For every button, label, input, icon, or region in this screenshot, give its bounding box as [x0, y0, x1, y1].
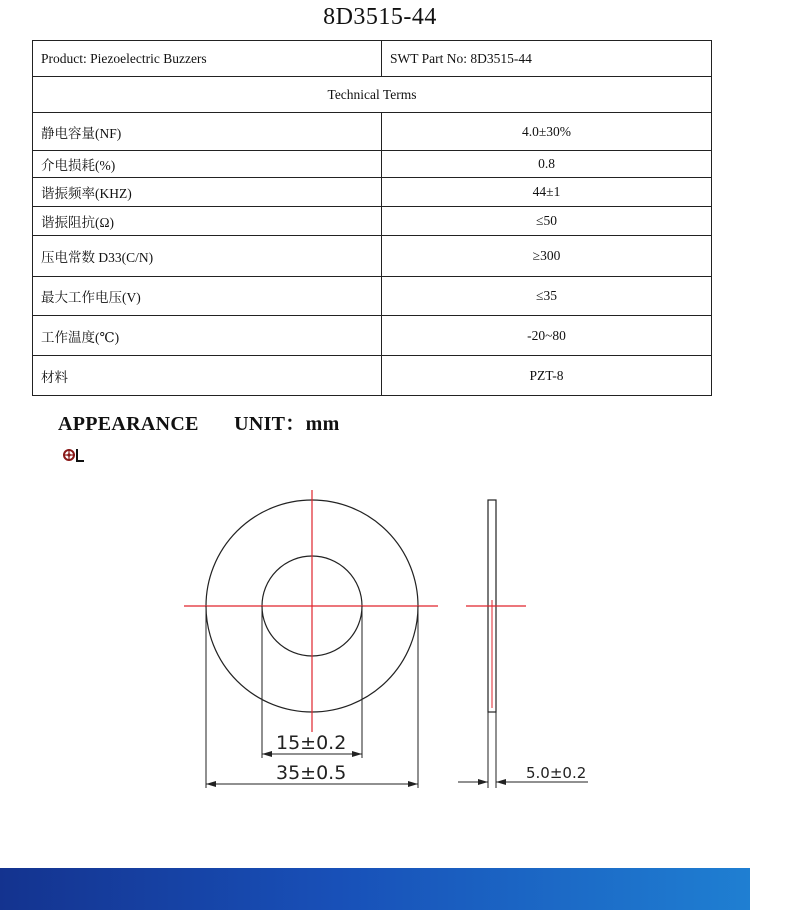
section-title-row — [33, 77, 712, 113]
table-row — [33, 151, 712, 178]
term-cell: 静电容量(NF) — [33, 113, 382, 151]
arrowhead — [352, 751, 362, 757]
term-cell: 工作温度(℃) — [33, 316, 382, 356]
term-cell: 最大工作电压(V) — [33, 277, 382, 316]
term-cell: 谐振频率(KHZ) — [33, 178, 382, 207]
thickness-label: 5.0±0.2 — [526, 764, 587, 782]
table-row — [33, 236, 712, 277]
part-no-label: SWT Part No: 8D3515-44 — [382, 41, 712, 77]
arrowhead — [408, 781, 418, 787]
appearance-heading — [58, 407, 340, 436]
value-cell: ≤35 — [382, 277, 712, 316]
appearance-label: APPEARANCE — [58, 413, 199, 435]
table-row — [33, 356, 712, 396]
technical-drawing — [0, 470, 760, 810]
term-cell: 介电损耗(%) — [33, 151, 382, 178]
value-cell: ≤50 — [382, 207, 712, 236]
table-row — [33, 207, 712, 236]
table-row — [33, 316, 712, 356]
table-row — [33, 178, 712, 207]
footer-bar — [0, 868, 750, 910]
inner-diameter-label: 15±0.2 — [276, 732, 347, 754]
term-cell: 压电常数 D33(C/N) — [33, 236, 382, 277]
value-cell: 4.0±30% — [382, 113, 712, 151]
table-header-row — [33, 41, 712, 77]
third-angle-projection-icon — [62, 446, 86, 464]
value-cell: PZT-8 — [382, 356, 712, 396]
arrowhead — [262, 751, 272, 757]
table-row — [33, 277, 712, 316]
term-cell: 谐振阻抗(Ω) — [33, 207, 382, 236]
value-cell: 44±1 — [382, 178, 712, 207]
document-title: 8D3515-44 — [323, 4, 437, 30]
term-cell: 材料 — [33, 356, 382, 396]
unit-label: UNIT：mm — [234, 413, 340, 435]
value-cell: -20~80 — [382, 316, 712, 356]
value-cell: 0.8 — [382, 151, 712, 178]
side-view — [458, 500, 588, 788]
front-view — [184, 490, 438, 788]
section-title: Technical Terms — [33, 77, 712, 113]
arrowhead — [478, 779, 488, 785]
spec-table — [32, 40, 712, 396]
outer-diameter-label: 35±0.5 — [276, 762, 347, 784]
table-row — [33, 113, 712, 151]
arrowhead — [496, 779, 506, 785]
value-cell: ≥300 — [382, 236, 712, 277]
arrowhead — [206, 781, 216, 787]
product-label: Product: Piezoelectric Buzzers — [33, 41, 382, 77]
